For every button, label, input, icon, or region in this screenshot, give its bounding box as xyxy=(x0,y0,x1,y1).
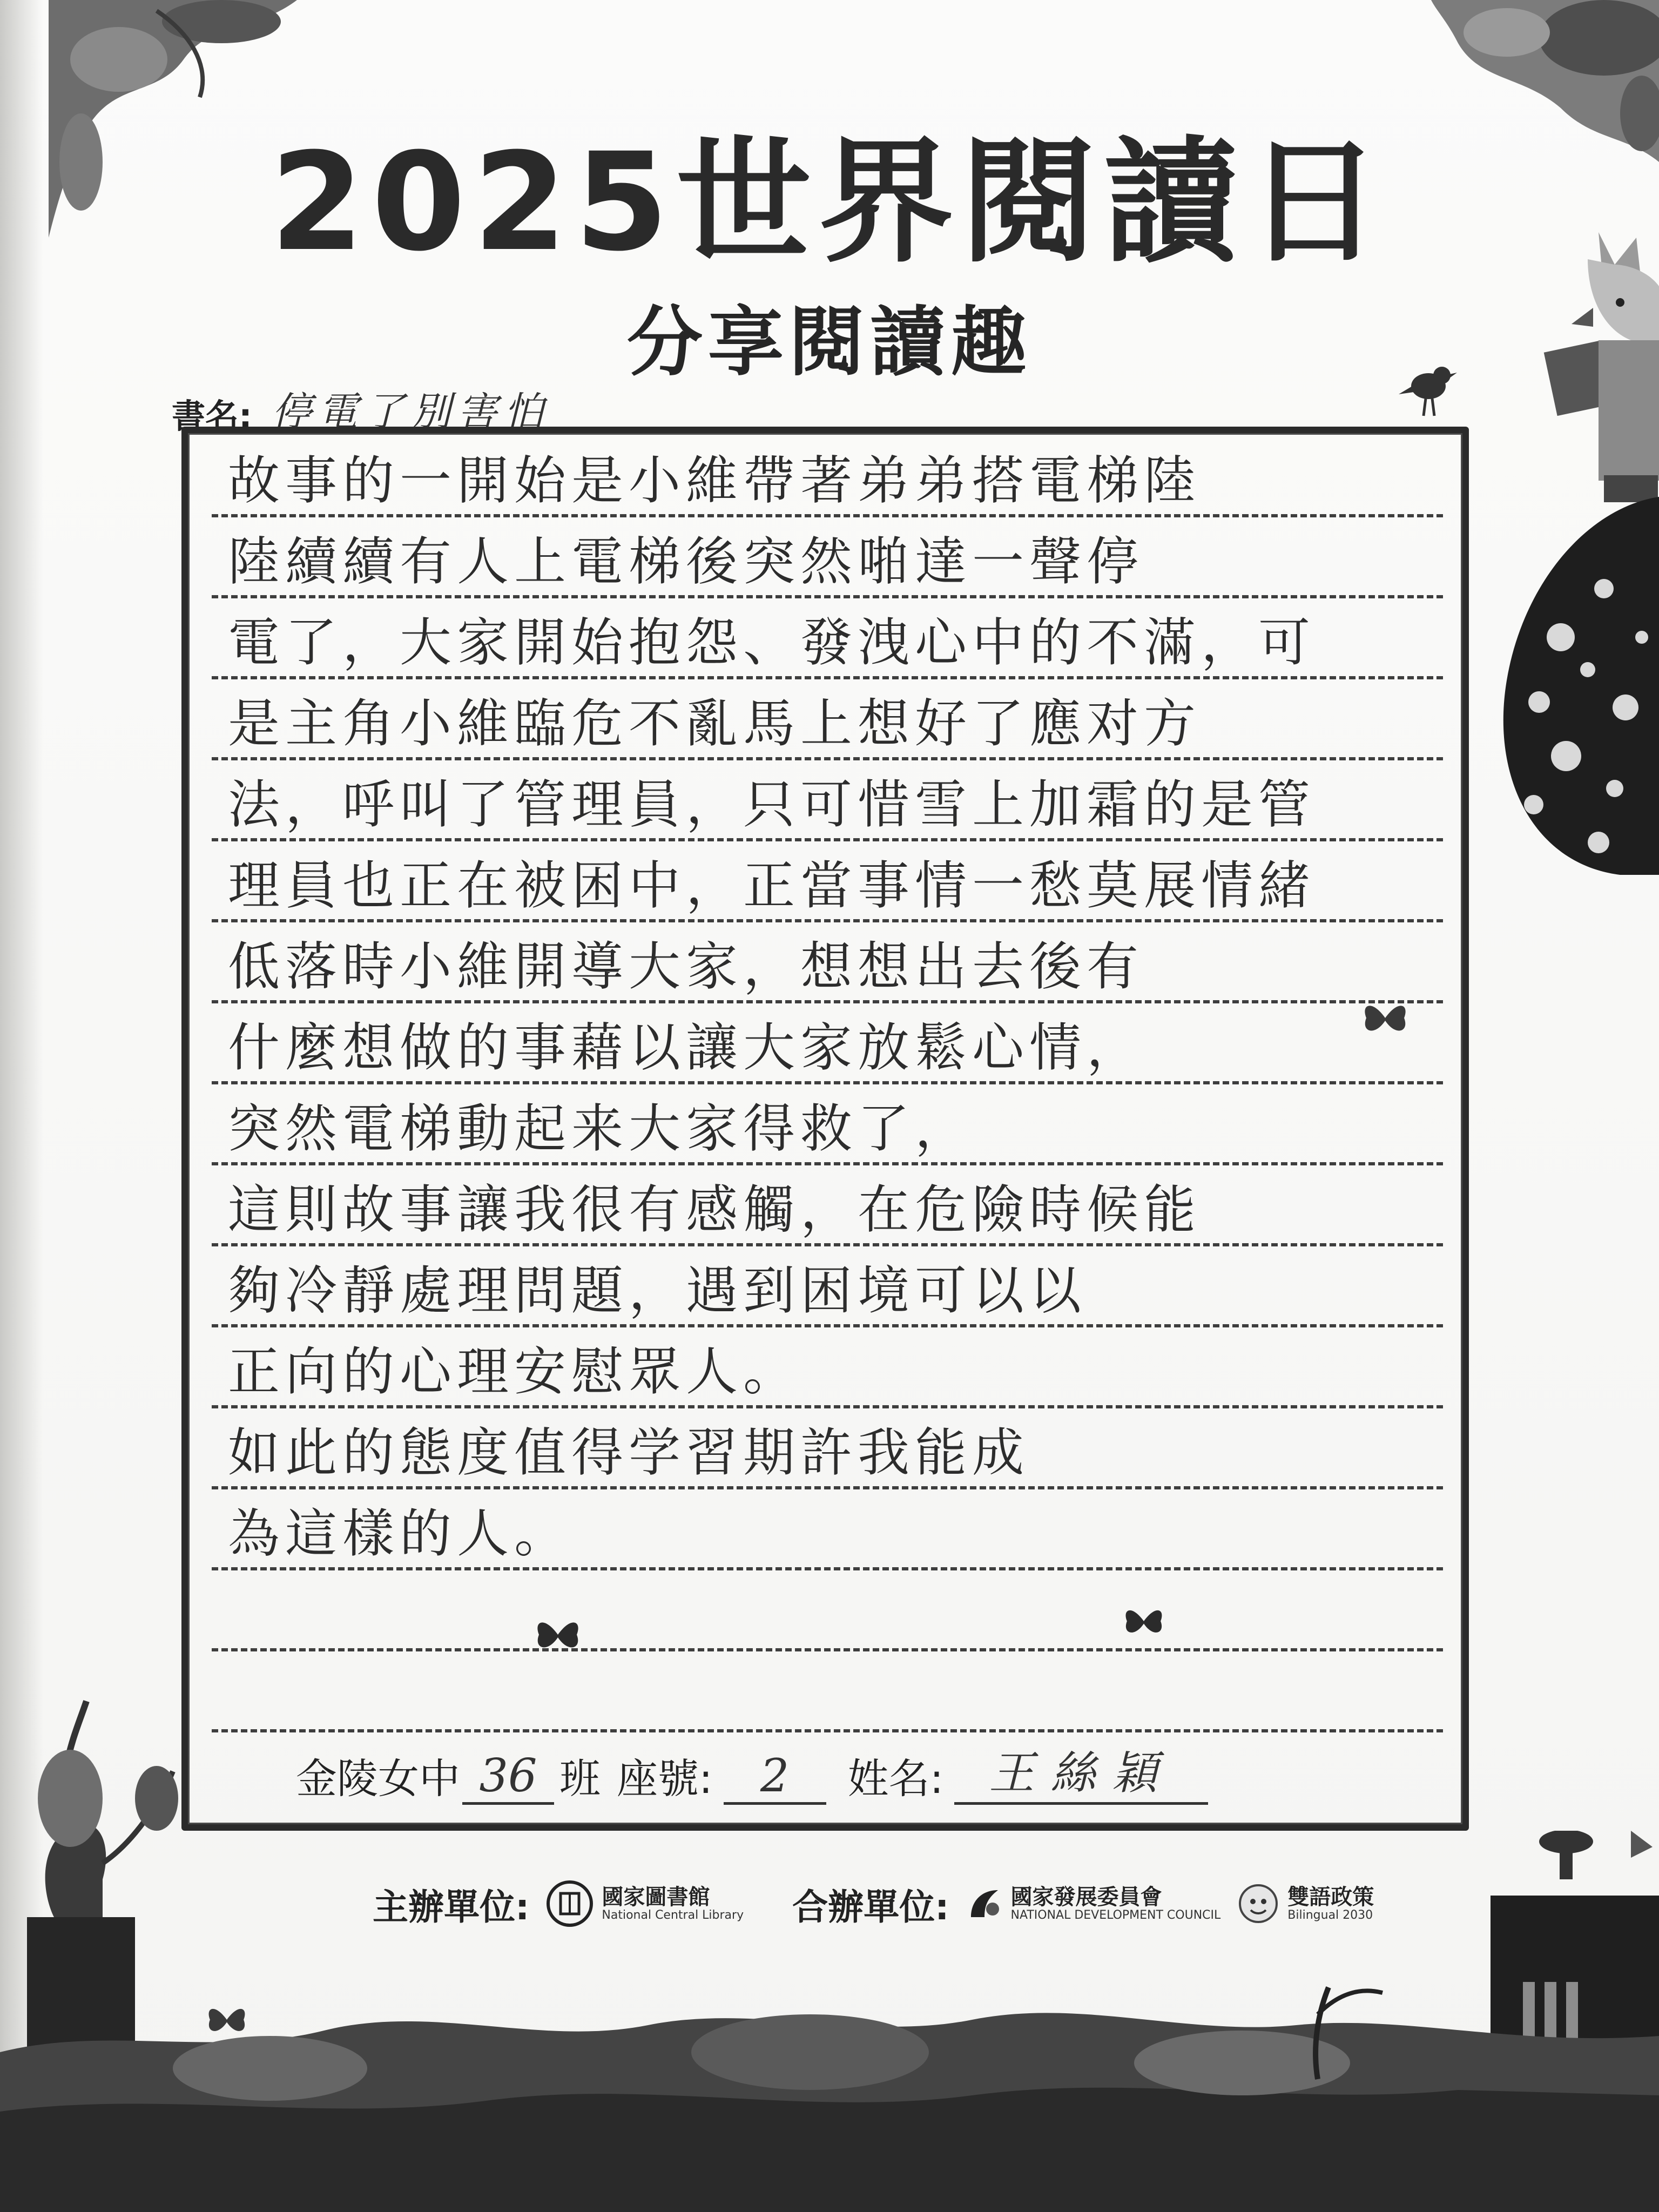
writing-line xyxy=(212,1324,1443,1408)
writing-line xyxy=(212,757,1443,841)
school-name: 金陵女中 xyxy=(296,1755,460,1803)
writing-line xyxy=(212,1081,1443,1165)
writing-line xyxy=(212,838,1443,922)
butterfly-icon xyxy=(205,1998,248,2041)
bilingual-logo-icon xyxy=(1237,1882,1280,1925)
sponsor-bar xyxy=(373,1874,1374,1933)
name-field: 王絲穎 xyxy=(954,1737,1208,1805)
co-host-2-name-en: Bilingual 2030 xyxy=(1287,1908,1373,1922)
writing-line xyxy=(212,1000,1443,1084)
writing-line-text: 故事的一開始是小維帶著弟弟搭電梯陸 xyxy=(228,450,1201,511)
writing-line xyxy=(212,1648,1443,1732)
writing-line xyxy=(212,1567,1443,1651)
writing-line xyxy=(212,514,1443,598)
writing-line-text: 是主角小維臨危不亂馬上想好了應对方 xyxy=(228,693,1201,754)
council-logo-icon xyxy=(966,1885,1003,1923)
writing-line xyxy=(212,1243,1443,1327)
writing-box xyxy=(181,427,1469,1831)
writing-line xyxy=(212,433,1443,517)
page-title: 2025世界閱讀日 xyxy=(270,124,1389,281)
butterfly-icon xyxy=(1122,1600,1165,1643)
ruled-lines xyxy=(212,433,1443,1729)
host-name-zh: 國家圖書館 xyxy=(602,1884,710,1910)
writing-line-text: 為這樣的人。 xyxy=(228,1503,571,1564)
class-label: 班 xyxy=(559,1755,601,1803)
host-org xyxy=(545,1879,744,1928)
writing-line-text: 法，呼叫了管理員，只可惜雪上加霜的是管 xyxy=(228,774,1316,835)
writing-line-text: 如此的態度值得学習期許我能成 xyxy=(228,1422,1029,1483)
butterfly-icon xyxy=(534,1610,582,1659)
writing-line xyxy=(212,1405,1443,1489)
class-field: 36 xyxy=(462,1749,554,1805)
writing-line xyxy=(212,1162,1443,1246)
name-label: 姓名: xyxy=(847,1755,944,1803)
writing-line-text: 理員也正在被困中，正當事情一愁莫展情緒 xyxy=(228,855,1316,916)
book-title-value: 停電了別害怕 xyxy=(271,389,550,435)
book-title-label: 書名: xyxy=(172,396,252,436)
butterfly-icon xyxy=(1361,994,1410,1042)
writing-line-text: 陸續續有人上電梯後突然啪達一聲停 xyxy=(228,531,1144,592)
co-host-2-name-zh: 雙語政策 xyxy=(1287,1884,1374,1910)
writing-line-text: 低落時小維開導大家，想想出去後有 xyxy=(228,936,1144,997)
writing-line-text: 正向的心理安慰眾人。 xyxy=(228,1341,800,1402)
library-seal-icon xyxy=(545,1879,594,1928)
writing-line xyxy=(212,919,1443,1003)
writing-line-text: 什麼想做的事藉以讓大家放鬆心情， xyxy=(228,1017,1144,1078)
writing-line xyxy=(212,1486,1443,1570)
co-host-org-2 xyxy=(1237,1882,1374,1925)
co-host-1-name-zh: 國家發展委員會 xyxy=(1010,1884,1162,1910)
spotted-egg-icon xyxy=(1480,475,1659,886)
writing-line-text: 這則故事讓我很有感觸，在危險時候能 xyxy=(228,1179,1201,1240)
co-host-1-name-en: NATIONAL DEVELOPMENT COUNCIL xyxy=(1010,1908,1221,1922)
writing-line-text: 電了，大家開始抱怨、發洩心中的不滿，可 xyxy=(228,612,1316,673)
co-host-label: 合辦單位: xyxy=(792,1886,949,1928)
host-name-en: National Central Library xyxy=(602,1908,744,1922)
seat-label: 座號: xyxy=(617,1755,713,1803)
seat-field: 2 xyxy=(724,1749,826,1805)
host-label: 主辦單位: xyxy=(373,1886,530,1928)
writing-line-text: 夠冷靜處理問題，遇到困境可以以 xyxy=(228,1260,1087,1321)
writing-line-text: 突然電梯動起来大家得救了， xyxy=(228,1098,972,1159)
co-host-org-1 xyxy=(966,1885,1221,1923)
forest-scene-decoration xyxy=(0,1971,1659,2212)
signature-row xyxy=(296,1740,1208,1805)
page-subtitle: 分享閱讀趣 xyxy=(626,299,1032,387)
writing-line xyxy=(212,595,1443,679)
writing-line xyxy=(212,676,1443,760)
